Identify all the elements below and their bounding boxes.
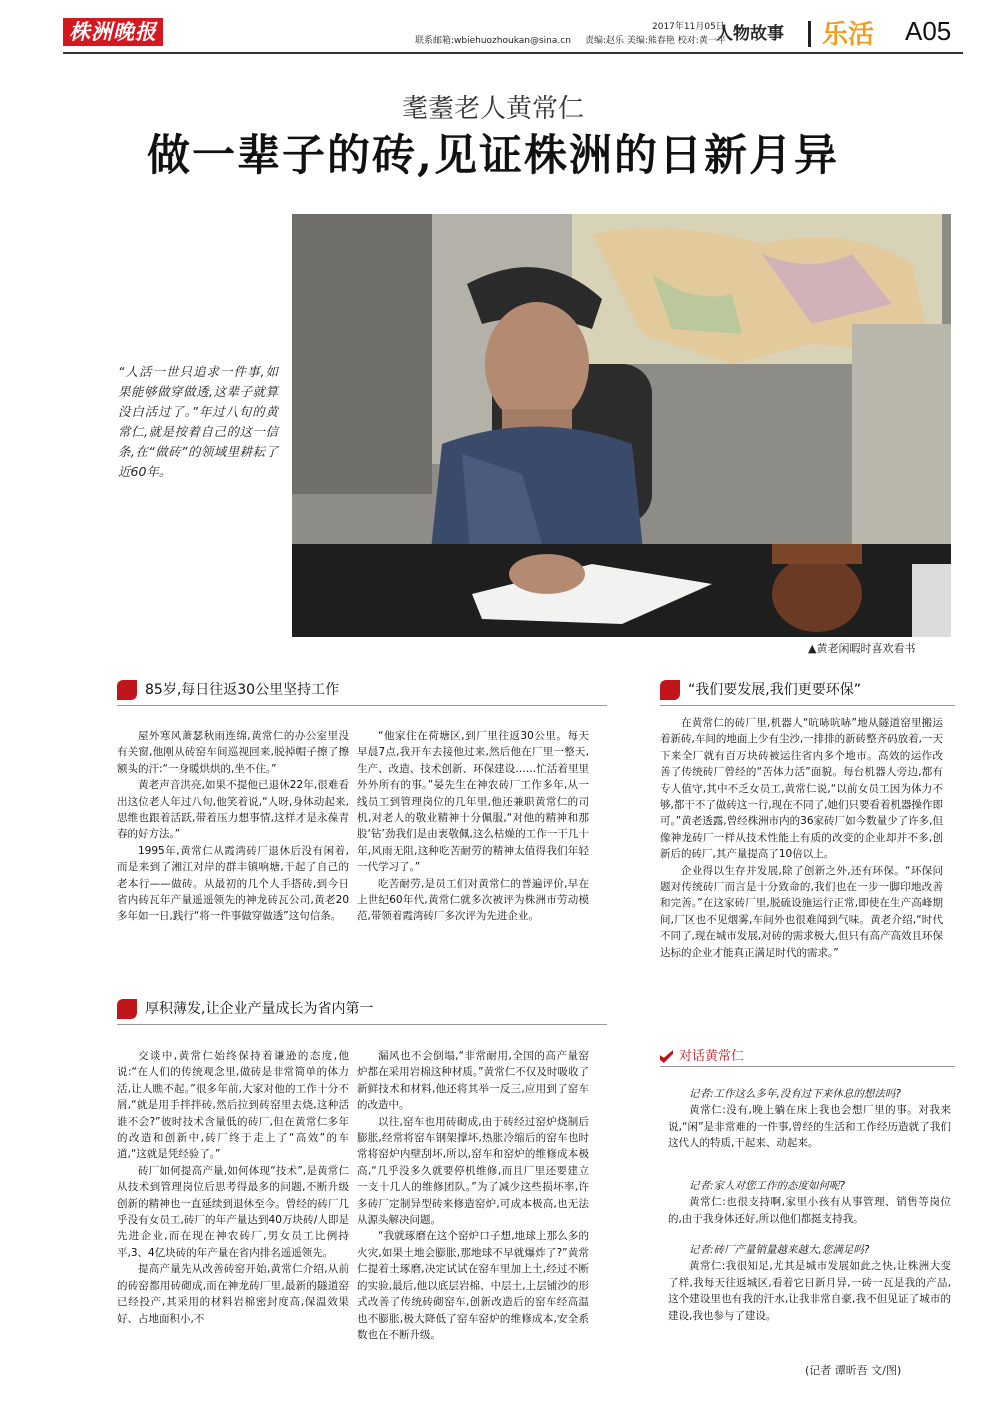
interview-question: 记者:家人对您工作的态度如何呢?: [689, 1180, 846, 1192]
page-number: A05: [905, 16, 952, 46]
section3-col1: [117, 1048, 349, 1327]
section-heading-2: [660, 679, 861, 701]
interview-answer: 黄常仁:也很支持啊,家里小孩有从事管理、销售等岗位的,由于我身体还好,所以他们都挺支持我。: [668, 1196, 951, 1225]
header-divider: [808, 21, 811, 47]
dialogue-rule: [660, 1066, 955, 1067]
section-heading-3-text: 厚积薄发,让企业产量成长为省内第一: [145, 1001, 374, 1017]
article-subtitle: 耄耋老人黄常仁: [401, 94, 584, 124]
qa-block-2: [668, 1178, 951, 1227]
qa-block-1: [668, 1086, 951, 1152]
section-marker-icon: [660, 680, 680, 700]
check-icon: [660, 1050, 673, 1063]
section-rule-1: [117, 705, 607, 706]
section3-col2: [357, 1048, 589, 1343]
paragraph: “我就琢磨在这个窑炉口子想,地球上那么多的火灾,如果土地会膨胀,那地球不早就爆炸了?”黄常仁提着土琢磨,决定试试在窑车里加上土,经过不断的实验,最后,他以底层岩棉、中层土,上层铺沙的形式改善了传统砖砌窑车,创新改造后的窑车经高温也不膨胀,极大降低了窑车窑炉的维修成本,安全系数也在不断升级。: [357, 1230, 589, 1341]
issue-date: 2017年11月05日: [652, 22, 725, 32]
interview-answer: 黄常仁:没有,晚上躺在床上我也会想厂里的事。对我来说,“闲”是非常难的一件事,曾经的生活和工作经历造就了我们这代人的特质,干起来、动起来。: [668, 1104, 951, 1150]
paragraph: 漏风也不会倒塌,“非常耐用,全国的高产量窑炉都在采用岩棉这种材质。”黄常仁不仅及时吸收了新鲜技术和材料,他还将其举一反三,应用到了窑车的改造中。: [357, 1050, 589, 1112]
qa-block-3: [668, 1242, 951, 1324]
paragraph: 黄老声音洪亮,如果不提他已退休22年,很难看出这位老人年过八旬,他笑着说,“人呀,身体动起来,思维也跟着活跃,带着压力想事情,这样才是永葆青春的好方法。”: [117, 779, 349, 841]
section-rule-3: [117, 1024, 607, 1025]
interview-question: 记者:工作这么多年,没有过下来休息的想法吗?: [689, 1088, 901, 1100]
section-name: 人物故事: [716, 24, 784, 44]
brand-logo: 乐活: [822, 20, 875, 50]
contact-email: 联系邮箱:wbiehuozhoukan@sina.cn: [415, 36, 571, 46]
header-rule: [63, 52, 963, 54]
newspaper-logo: 株洲晚报: [63, 18, 163, 46]
section1-col1: [117, 728, 349, 925]
section-rule-2: [660, 705, 955, 706]
article-photo: [292, 214, 951, 637]
paragraph: 企业得以生存并发展,除了创新之外,还有环保。“环保问题对传统砖厂而言是十分致命的,我们也在一步一脚印地改善和完善。”在这家砖厂里,脱硫设施运行正常,即使在生产高峰期间,厂区也不见烟雾,车间外也很难闻到气味。黄老介绍,“时代不同了,现在城市发展,对砖的需求极大,但只有高产高效且环保达标的企业才能真正满足时代的需求。”: [660, 864, 944, 959]
paragraph: 屋外寒风萧瑟秋雨连绵,黄常仁的办公室里没有关窗,他刚从砖窑车间巡视回来,脱掉帽子擦了擦额头的汗:“一身暖烘烘的,坐不住。”: [117, 730, 349, 775]
paragraph: 交谈中,黄常仁始终保持着谦逊的态度,他说:“在人们的传统观念里,做砖是非常简单的体力活,让人瞧不起。”很多年前,大家对他的工作十分不屑,“就是用手拌拌砖,然后拉到砖窑里去烧,这种活谁不会?”彼时技术含量低的砖厂,但在黄常仁多年的改造和创新中,砖厂终于走上了“高效”的车道,“这就是凭经验了。”: [117, 1050, 349, 1161]
paragraph: 1995年,黄常仁从霞湾砖厂退休后没有闲着,而是来到了湘江对岸的群丰镇响塘,干起了自己的老本行——做砖。从最初的几个人手搭砖,到今日省内砖瓦年产量遥遥领先的神龙砖瓦公司,黄老20多年如一日,践行“将一件事做穿做透”这句信条。: [117, 844, 349, 923]
dialogue-heading-text: 对话黄常仁: [679, 1049, 745, 1064]
interview-question: 记者:砖厂产量销量越来越大,您满足吗?: [689, 1244, 870, 1256]
section-heading-1-text: 85岁,每日往返30公里坚持工作: [145, 682, 340, 698]
dialogue-heading: [660, 1045, 744, 1064]
byline: (记者 谭昕吾 文/图): [805, 1364, 902, 1377]
paragraph: 提高产量先从改善砖窑开始,黄常仁介绍,从前的砖窑都用砖砌成,而在神龙砖厂里,最新的隧道窑已经投产,其采用的材料岩棉密封度高,保温效果好、占地面积小,不: [117, 1263, 349, 1325]
section-marker-icon: [117, 999, 137, 1019]
editor-credits: 责编:赵乐 美编:熊春艳 校对:黄一平: [585, 36, 726, 46]
paragraph: 以往,窑车也用砖砌成,由于砖经过窑炉烧制后膨胀,经常将窑车钢架撑坏,热胀冷缩后的窑车也时常将窑炉内壁刮坏,所以,窑车和窑炉的维修成本极高,“几乎没多久就要停机维修,而且厂里还要建立一支十几人的维修团队。”为了减少这些损坏率,许多砖厂定制异型砖来修造窑炉,可成本极高,也无法从源头解决问题。: [357, 1115, 589, 1227]
section-heading-3: [117, 998, 373, 1020]
section-marker-icon: [117, 680, 137, 700]
paragraph: “他家住在荷塘区,到厂里往返30公里。每天早晨7点,我开车去接他过来,然后他在厂里一整天,生产、改造、技术创新、环保建设……忙活着里里外外所有的事。”晏先生在神农砖厂工作多年,从一线员工到管理岗位的几年里,他还兼职黄常仁的司机,对老人的敬业精神十分佩服,“对他的精神和那股‘钻’劲我们是由衷敬佩,这么枯燥的工作一干几十年,风雨无阻,这种吃苦耐劳的精神太值得我们年轻一代学习了。”: [357, 730, 589, 874]
interview-answer: 黄常仁:我很知足,尤其是城市发展如此之快,让株洲大变了样,我每天往返城区,看着它日新月异,一砖一瓦是我的产品,这个建设里也有我的汗水,让我非常自豪,我不但见证了城市的建设,我也参与了建设。: [668, 1260, 951, 1322]
photo-caption: ▲黄老闲暇时喜欢看书: [808, 642, 916, 655]
pull-quote: “人活一世只追求一件事,如果能够做穿做透,这辈子就算没白活过了。”年过八旬的黄常仁,就是按着自己的这一信条,在“做砖”的领域里耕耘了近60年。: [118, 364, 278, 479]
photo-illustration: [292, 214, 951, 637]
section-heading-2-text: “我们要发展,我们更要环保”: [688, 682, 861, 698]
section-heading-1: [117, 679, 339, 701]
paragraph: 吃苦耐劳,是员工们对黄常仁的普遍评价,早在上世纪60年代,黄常仁就多次被评为株洲市劳动模范,带领着霞湾砖厂多次评为先进企业。: [357, 877, 589, 923]
section2-body: [660, 715, 943, 961]
paragraph: 在黄常仁的砖厂里,机器人“吭哧吭哧”地从隧道窑里搬运着新砖,车间的地面上少有尘沙,一排排的新砖整齐码放着,一天下来全厂就有百万块砖被运往省内多个地市。高效的运作改善了传统砖厂曾经的“苦体力活”面貌。每台机器人旁边,都有专人值守,其中不乏女员工,黄常仁说,“以前女员工因为体力不够,都干不了做砖这一行,现在不同了,她们只要看着机器操作即可。”黄老透露,曾经株洲市内的36家砖厂如今数量少了许多,但像神龙砖厂一样从技术性能上有质的改变的企业却并不多,创新后的砖厂,其产量提高了10倍以上。: [660, 717, 944, 861]
paragraph: 砖厂如何提高产量,如何体现“技术”,是黄常仁从技术到管理岗位后思考得最多的问题,不断升级创新的精神也一直延续到退休至今。曾经的砖厂几乎没有女员工,砖厂的年产量达到40万块砖/人即是先进企业,而在现在神农砖厂,男女员工比例持平,3、4亿块砖的年产量在省内排名遥遥领先。: [117, 1164, 349, 1259]
article-title: 做一辈子的砖,见证株洲的日新月异: [147, 131, 839, 181]
section1-col2: [357, 728, 589, 925]
